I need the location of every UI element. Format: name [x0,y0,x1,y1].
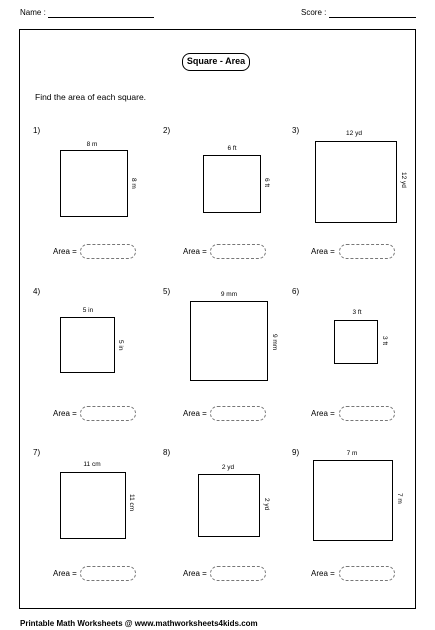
side-label-8: 2 yd [263,498,270,511]
side-label-7: 11 cm [128,494,135,512]
square-3 [315,141,397,223]
area-label-5: Area = [183,409,207,418]
area-label-4: Area = [53,409,77,418]
square-8 [198,474,260,537]
top-label-1: 8 m [86,141,98,148]
area-label-3: Area = [311,247,335,256]
square-7 [60,472,126,539]
problem-number-2: 2) [163,126,171,135]
top-label-8: 2 yd [221,464,235,471]
side-label-6: 3 ft [381,336,388,346]
area-label-9: Area = [311,569,335,578]
side-label-2: 6 ft [263,178,270,188]
top-label-4: 5 in [82,307,94,314]
problem-number-9: 9) [292,448,300,457]
area-label-7: Area = [53,569,77,578]
square-4 [60,317,115,373]
side-label-3: 12 yd [400,172,407,188]
problem-number-5: 5) [163,287,171,296]
answer-box-2[interactable] [210,244,266,259]
top-label-2: 6 ft [227,145,237,152]
answer-box-5[interactable] [210,406,266,421]
answer-box-9[interactable] [339,566,395,581]
square-6 [334,320,378,364]
name-line[interactable] [48,17,154,18]
problem-number-8: 8) [163,448,171,457]
top-label-6: 3 ft [352,309,362,316]
square-1 [60,150,128,217]
area-label-6: Area = [311,409,335,418]
side-label-1: 8 m [130,178,137,189]
score-label: Score : [301,8,327,17]
problem-number-4: 4) [33,287,41,296]
square-5 [190,301,268,381]
instructions: Find the area of each square. [35,92,147,102]
answer-box-3[interactable] [339,244,395,259]
square-9 [313,460,393,541]
answer-box-1[interactable] [80,244,136,259]
answer-box-4[interactable] [80,406,136,421]
top-label-9: 7 m [346,450,358,457]
top-label-7: 11 cm [83,461,101,468]
answer-box-7[interactable] [80,566,136,581]
top-label-3: 12 yd [346,130,362,137]
area-label-2: Area = [183,247,207,256]
name-label: Name : [20,8,46,17]
footer-text: Printable Math Worksheets @ www.mathworksheets4kids.com [20,619,258,628]
square-2 [203,155,261,213]
answer-box-6[interactable] [339,406,395,421]
area-label-8: Area = [183,569,207,578]
score-line[interactable] [329,17,416,18]
side-label-5: 9 mm [271,334,278,351]
problem-number-1: 1) [33,126,41,135]
side-label-4: 5 in [117,340,124,351]
worksheet-title: Square - Area [182,53,250,71]
problem-number-7: 7) [33,448,41,457]
problem-number-6: 6) [292,287,300,296]
side-label-9: 7 m [396,493,403,504]
answer-box-8[interactable] [210,566,266,581]
top-label-5: 9 mm [220,291,238,298]
area-label-1: Area = [53,247,77,256]
problem-number-3: 3) [292,126,300,135]
